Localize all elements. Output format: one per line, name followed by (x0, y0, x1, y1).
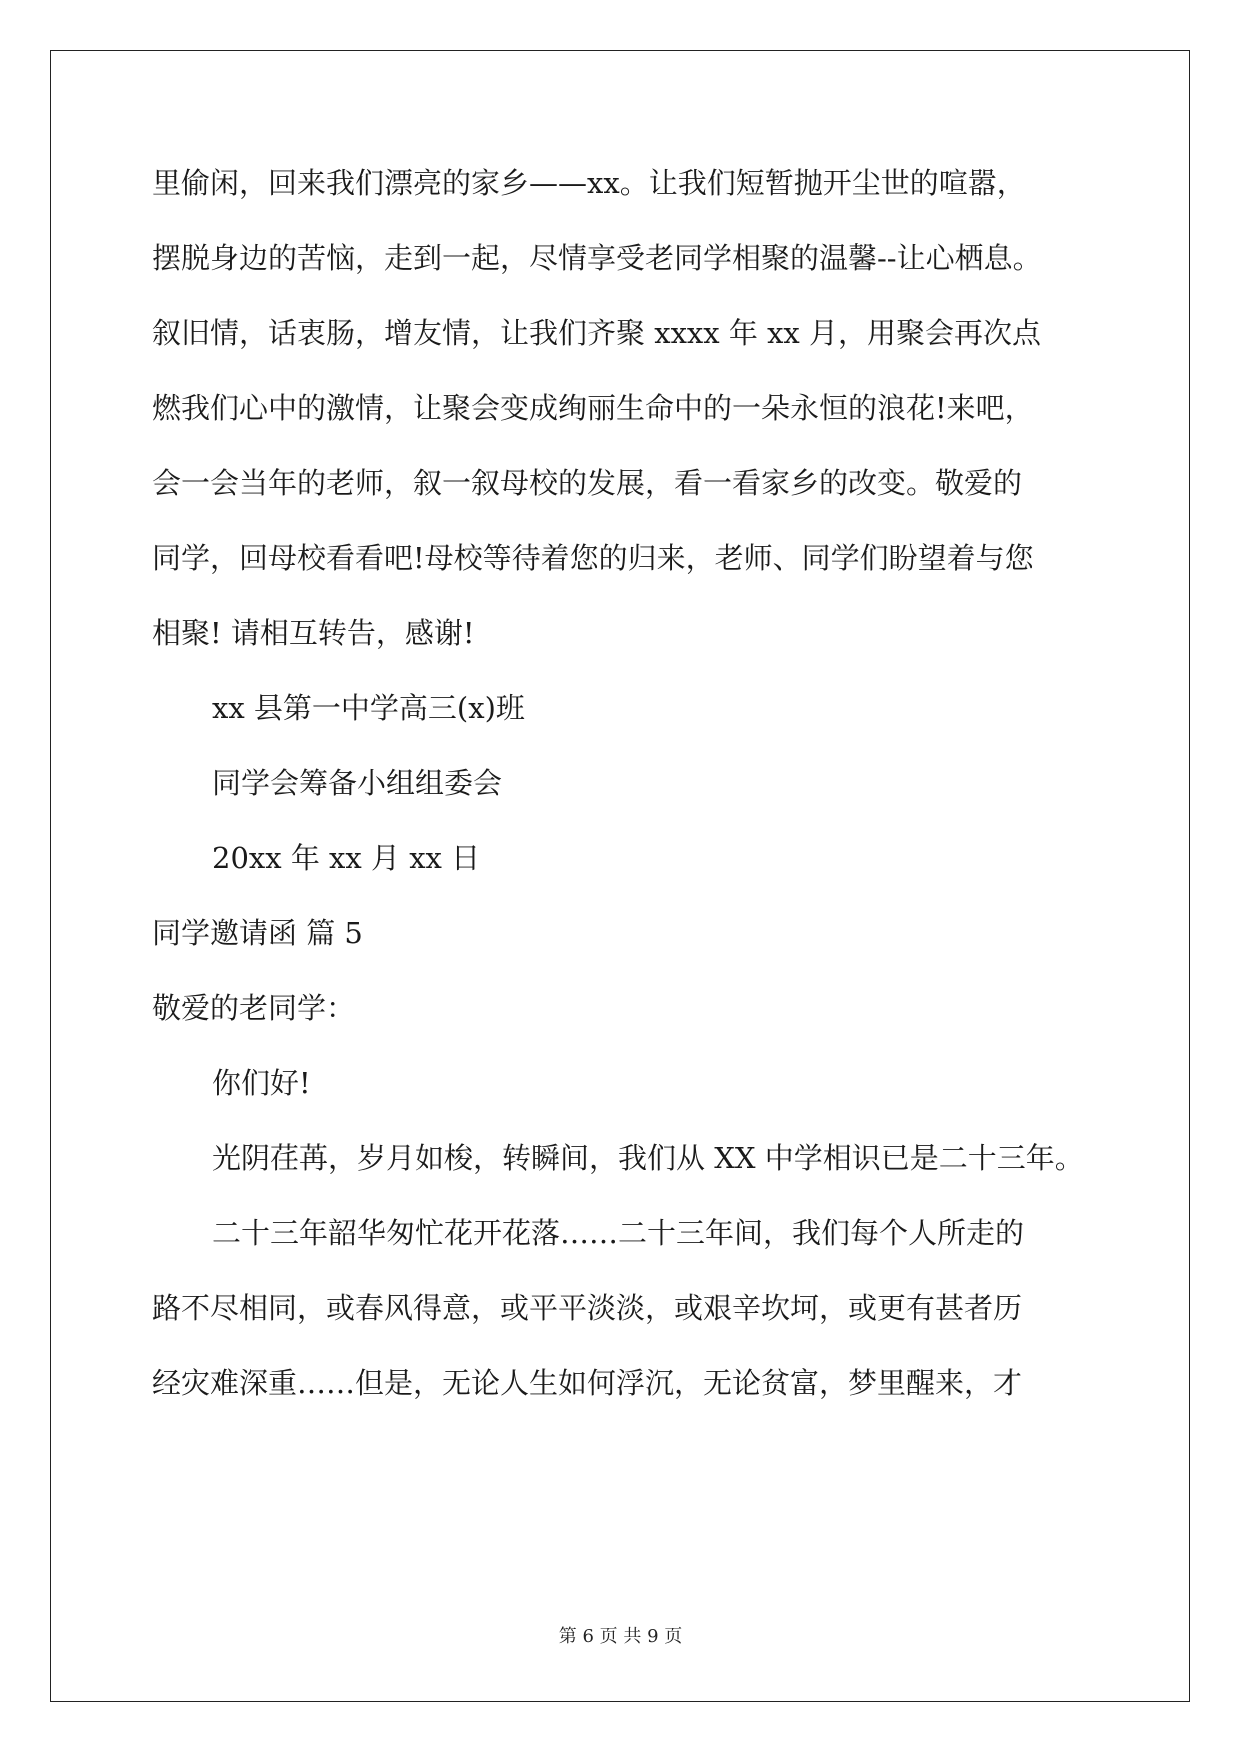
paragraph-line: 相聚! 请相互转告，感谢! (152, 616, 475, 650)
paragraph-line: 路不尽相同，或春风得意，或平平淡淡，或艰辛坎坷，或更有甚者历 (152, 1291, 1023, 1325)
document-body (152, 163, 1112, 1438)
paragraph-line: 燃我们心中的激情，让聚会变成绚丽生命中的一朵永恒的浪花!来吧， (152, 391, 1034, 425)
paragraph-line: 光阴荏苒，岁月如梭，转瞬间，我们从 XX 中学相识已是二十三年。 (212, 1141, 1084, 1175)
paragraph-line: 里偷闲，回来我们漂亮的家乡——xx。让我们短暂抛开尘世的喧嚣， (152, 166, 1026, 200)
greeting: 你们好! (212, 1066, 311, 1100)
paragraph-line: 叙旧情，话衷肠，增友情，让我们齐聚 xxxx 年 xx 月，用聚会再次点 (152, 316, 1042, 350)
paragraph-line: 经灾难深重……但是，无论人生如何浮沉，无论贫富，梦里醒来，才 (152, 1366, 1023, 1400)
signature-school: xx 县第一中学高三(x)班 (212, 691, 525, 725)
signature-committee: 同学会筹备小组组委会 (212, 766, 503, 800)
paragraph-line: 二十三年韶华匆忙花开花落……二十三年间，我们每个人所走的 (212, 1216, 1025, 1250)
paragraph-line: 会一会当年的老师，叙一叙母校的发展，看一看家乡的改变。敬爱的 (152, 466, 1023, 500)
salutation: 敬爱的老同学： (152, 991, 356, 1025)
section-heading: 同学邀请函 篇 5 (152, 916, 363, 950)
paragraph-line: 摆脱身边的苦恼，走到一起，尽情享受老同学相聚的温馨--让心栖息。 (152, 241, 1042, 275)
paragraph-line: 同学，回母校看看吧!母校等待着您的归来，老师、同学们盼望着与您 (152, 541, 1034, 575)
signature-date: 20xx 年 xx 月 xx 日 (212, 841, 481, 875)
page-number: 第 6 页 共 9 页 (558, 1626, 683, 1647)
